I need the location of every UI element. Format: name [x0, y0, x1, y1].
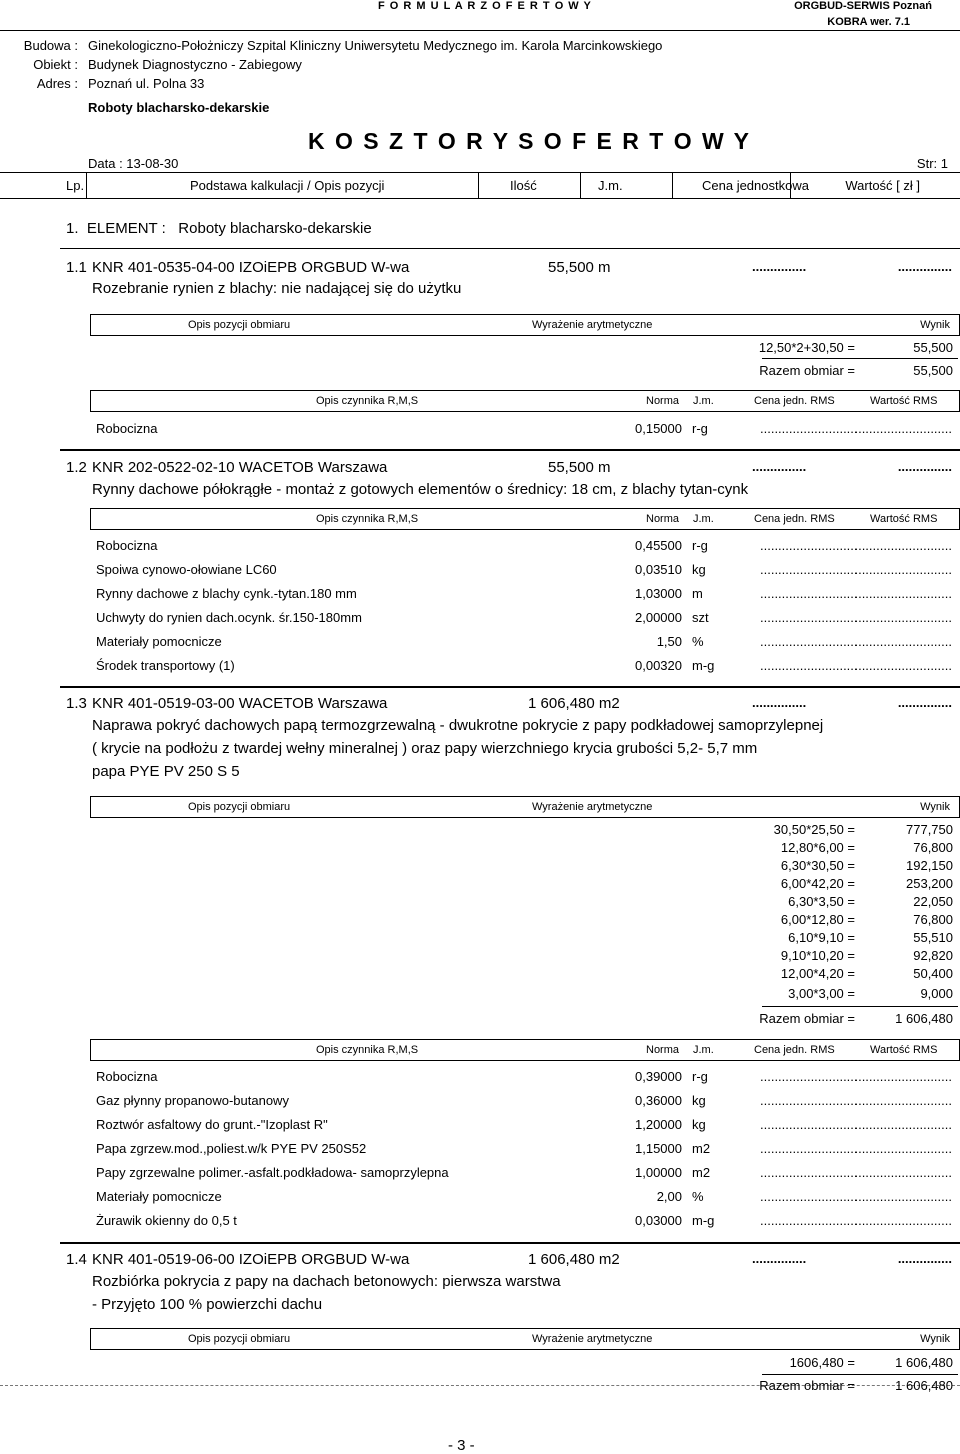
document-date: Data : 13-08-30	[88, 156, 179, 171]
budowa-label: Budowa :	[23, 38, 78, 53]
col-qty: Ilość	[510, 178, 537, 193]
page-number: - 3 -	[448, 1437, 475, 1454]
top-divider	[0, 30, 960, 31]
col-sep	[580, 172, 581, 198]
item-qty: 55,500 m	[548, 259, 611, 276]
item-description: Rozbiórka pokrycia z papy na dachach betonowych: pierwsza warstwa	[92, 1273, 561, 1290]
rms-value-header: Wartość RMS	[870, 513, 938, 525]
rms-value-dots: ...........................	[854, 421, 952, 436]
rms-value-dots: ...........................	[854, 538, 952, 553]
rms-price-dots: ...........................	[760, 1069, 858, 1084]
measure-expression: 1606,480 =	[789, 1355, 855, 1370]
measure-result-header: Wynik	[920, 1333, 950, 1345]
measure-value: 76,800	[913, 840, 953, 855]
measure-expression: 6,00*42,20 =	[780, 876, 855, 891]
rms-value-header: Wartość RMS	[870, 1044, 938, 1056]
col-sep	[790, 172, 791, 198]
rms-name: Żurawik okienny do 0,5 t	[96, 1213, 237, 1228]
rms-value-dots: ...........................	[854, 634, 952, 649]
measure-expression: 6,30*3,50 =	[788, 894, 855, 909]
rms-value-header: Wartość RMS	[870, 395, 938, 407]
rms-desc-header: Opis czynnika R,M,S	[316, 395, 419, 407]
rms-unit: r-g	[692, 1069, 708, 1084]
measure-expression: 6,00*12,80 =	[780, 912, 855, 927]
rms-value-dots: ...........................	[854, 1165, 952, 1180]
rms-price-dots: ...........................	[760, 634, 858, 649]
rms-unit-header: J.m.	[693, 513, 714, 525]
rms-norm: 0,45500	[635, 538, 682, 553]
item-description: ( krycie na podłożu z twardej wełny mineralnej ) oraz papy wierzchniego krycia grubości 5,2- 5,7 mm	[92, 740, 758, 757]
rms-price-dots: ...........................	[760, 562, 858, 577]
rms-unit: %	[692, 634, 704, 649]
rms-name: Papy zgrzewalne polimer.-asfalt.podkładowa- samoprzylepna	[96, 1165, 449, 1180]
col-sep	[86, 172, 87, 198]
measure-expr-header: Wyrażenie arytmetyczne	[532, 1333, 653, 1345]
item-no: 1.3	[66, 695, 87, 712]
element-heading	[66, 220, 372, 237]
rms-unit: m2	[692, 1165, 711, 1180]
measure-value: 50,400	[913, 966, 953, 981]
rms-norm: 1,00000	[635, 1165, 682, 1180]
rms-unit: m-g	[692, 658, 715, 673]
rms-norm: 0,15000	[635, 421, 682, 436]
rms-name: Papa zgrzew.mod.,poliest.w/k PYE PV 250S52	[96, 1141, 367, 1156]
col-lp: Lp.	[66, 178, 85, 193]
rms-value-dots: ...........................	[854, 1213, 952, 1228]
measure-value: 55,510	[913, 930, 953, 945]
item-description: papa PYE PV 250 S 5	[92, 763, 240, 780]
item-no: 1.4	[66, 1251, 87, 1268]
obiekt-value: Budynek Diagnostyczno - Zabiegowy	[88, 57, 302, 72]
rms-name: Robocizna	[96, 538, 158, 553]
measure-expression: 9,10*10,20 =	[780, 948, 855, 963]
item-value-dots: ...............	[897, 259, 952, 274]
rms-price-header: Cena jedn. RMS	[754, 395, 835, 407]
rms-name: Spoiwa cynowo-ołowiane LC60	[96, 562, 277, 577]
rms-unit: kg	[692, 1117, 706, 1132]
rms-unit: m2	[692, 1141, 711, 1156]
rms-name: Gaz płynny propanowo-butanowy	[96, 1093, 289, 1108]
rms-price-dots: ...........................	[760, 658, 858, 673]
measure-total-value: 55,500	[913, 363, 953, 378]
rms-price-dots: ...........................	[760, 421, 858, 436]
rms-price-dots: ...........................	[760, 1165, 858, 1180]
rms-price-header: Cena jedn. RMS	[754, 513, 835, 525]
item-description: - Przyjęto 100 % powierzchi dachu	[92, 1296, 323, 1313]
measure-value: 192,150	[906, 858, 953, 873]
col-unit: J.m.	[598, 178, 623, 193]
rms-unit: m	[692, 586, 703, 601]
item-value-dots: ...............	[897, 459, 952, 474]
rms-norm: 0,00320	[635, 658, 682, 673]
rms-price-header: Cena jedn. RMS	[754, 1044, 835, 1056]
measure-desc-header: Opis pozycji obmiaru	[188, 319, 291, 331]
budowa-value: Ginekologiczno-Położniczy Szpital Kliniczny Uniwersytetu Medycznego im. Karola Marcinkowskiego	[88, 38, 663, 53]
rms-price-dots: ...........................	[760, 1117, 858, 1132]
measure-value: 22,050	[913, 894, 953, 909]
item-divider	[60, 1242, 960, 1244]
column-header-bottom	[0, 198, 960, 199]
rms-norm: 1,15000	[635, 1141, 682, 1156]
measure-total-line	[762, 1006, 958, 1007]
rms-value-dots: ...........................	[854, 1117, 952, 1132]
rms-desc-header: Opis czynnika R,M,S	[316, 513, 419, 525]
col-sep	[672, 172, 673, 198]
item-unit-price-dots: ...............	[752, 459, 807, 474]
measure-expression: 12,00*4,20 =	[780, 966, 855, 981]
item-no: 1.1	[66, 259, 87, 276]
document-title: K O S Z T O R Y S O F E R T O W Y	[308, 128, 751, 154]
measure-expr-header: Wyrażenie arytmetyczne	[532, 319, 653, 331]
item-description: Rynny dachowe półokrągłe - montaż z gotowych elementów o średnicy: 18 cm, z blachy tytan-cynk	[92, 481, 749, 498]
col-basis: Podstawa kalkulacji / Opis pozycji	[190, 178, 385, 193]
measure-expression: 12,50*2+30,50 =	[758, 340, 855, 355]
item-code: KNR 202-0522-02-10 WACETOB Warszawa	[92, 459, 388, 476]
rms-norm-header: Norma	[646, 395, 680, 407]
rms-norm-header: Norma	[646, 513, 680, 525]
measure-expr-header: Wyrażenie arytmetyczne	[532, 801, 653, 813]
rms-unit: m-g	[692, 1213, 715, 1228]
element-divider	[60, 248, 960, 249]
rms-norm: 2,00000	[635, 610, 682, 625]
company-name: ORGBUD-SERWIS Poznań	[794, 0, 932, 12]
measure-desc-header: Opis pozycji obmiaru	[188, 1333, 291, 1345]
rms-value-dots: ...........................	[854, 1069, 952, 1084]
item-unit-price-dots: ...............	[752, 1251, 807, 1266]
rms-norm: 0,39000	[635, 1069, 682, 1084]
rms-norm: 0,36000	[635, 1093, 682, 1108]
item-code: KNR 401-0519-03-00 WACETOB Warszawa	[92, 695, 388, 712]
measure-total-value: 1 606,480	[895, 1378, 953, 1393]
rms-name: Rynny dachowe z blachy cynk.-tytan.180 mm	[96, 586, 357, 601]
rms-unit-header: J.m.	[693, 1044, 714, 1056]
measure-value: 92,820	[913, 948, 953, 963]
rms-unit: kg	[692, 1093, 706, 1108]
item-value-dots: ...............	[897, 1251, 952, 1266]
measure-value: 9,000	[920, 986, 953, 1001]
measure-result-header: Wynik	[920, 319, 950, 331]
col-unit-price: Cena jednostkowa	[702, 178, 809, 193]
rms-price-dots: ...........................	[760, 1189, 858, 1204]
measure-expression: 6,10*9,10 =	[788, 930, 855, 945]
measure-total-value: 1 606,480	[895, 1011, 953, 1026]
rms-norm: 0,03510	[635, 562, 682, 577]
rms-norm: 1,03000	[635, 586, 682, 601]
rms-norm: 2,00	[656, 1189, 682, 1204]
item-value-dots: ...............	[897, 695, 952, 710]
scope-title: Roboty blacharsko-dekarskie	[88, 100, 270, 115]
adres-label: Adres :	[36, 76, 78, 91]
col-sep	[478, 172, 479, 198]
rms-unit-header: J.m.	[693, 395, 714, 407]
rms-name: Roztwór asfaltowy do grunt.-"Izoplast R"	[96, 1117, 328, 1132]
rms-value-dots: ...........................	[854, 1189, 952, 1204]
measure-expression: 3,00*3,00 =	[788, 986, 855, 1001]
measure-total-label: Razem obmiar =	[759, 363, 855, 378]
form-title: F O R M U L A R Z O F E R T O W Y	[378, 0, 592, 12]
rms-name: Uchwyty do rynien dach.ocynk. śr.150-180mm	[96, 610, 362, 625]
page-indicator: Str: 1	[916, 156, 948, 171]
adres-value: Poznań ul. Polna 33	[88, 76, 205, 91]
measure-value: 76,800	[913, 912, 953, 927]
rms-unit: szt	[692, 610, 709, 625]
rms-value-dots: ...........................	[854, 658, 952, 673]
program-version: KOBRA wer. 7.1	[827, 16, 910, 28]
element-name: Roboty blacharsko-dekarskie	[178, 220, 372, 237]
item-qty: 55,500 m	[548, 459, 611, 476]
item-unit-price-dots: ...............	[752, 259, 807, 274]
item-code: KNR 401-0519-06-00 IZOiEPB ORGBUD W-wa	[92, 1251, 410, 1268]
measure-total-line	[762, 1374, 958, 1375]
rms-name: Materiały pomocnicze	[96, 1189, 222, 1204]
measure-expression: 6,30*30,50 =	[780, 858, 855, 873]
item-description: Rozebranie rynien z blachy: nie nadającej się do użytku	[92, 280, 462, 297]
element-no: 1.	[66, 220, 79, 237]
measure-value: 777,750	[906, 822, 953, 837]
rms-value-dots: ...........................	[854, 586, 952, 601]
rms-price-dots: ...........................	[760, 1093, 858, 1108]
item-divider	[60, 686, 960, 688]
item-description: Naprawa pokryć dachowych papą termozgrzewalną - dwukrotne pokrycie z papy podkładowej samoprzylepnej	[92, 717, 824, 734]
measure-desc-header: Opis pozycji obmiaru	[188, 801, 291, 813]
rms-norm: 1,50	[656, 634, 682, 649]
rms-price-dots: ...........................	[760, 538, 858, 553]
rms-unit: r-g	[692, 421, 708, 436]
rms-price-dots: ...........................	[760, 1213, 858, 1228]
measure-value: 253,200	[906, 876, 953, 891]
rms-value-dots: ...........................	[854, 562, 952, 577]
rms-unit: r-g	[692, 538, 708, 553]
rms-value-dots: ...........................	[854, 1141, 952, 1156]
measure-expression: 30,50*25,50 =	[773, 822, 855, 837]
rms-price-dots: ...........................	[760, 586, 858, 601]
measure-total-line	[762, 358, 958, 359]
element-label: ELEMENT :	[86, 220, 166, 237]
item-unit-price-dots: ...............	[752, 695, 807, 710]
rms-value-dots: ...........................	[854, 1093, 952, 1108]
rms-desc-header: Opis czynnika R,M,S	[316, 1044, 419, 1056]
item-qty: 1 606,480 m2	[528, 695, 620, 712]
obiekt-label: Obiekt :	[33, 57, 78, 72]
rms-price-dots: ...........................	[760, 1141, 858, 1156]
measure-total-label: Razem obmiar =	[759, 1378, 855, 1393]
rms-unit: %	[692, 1189, 704, 1204]
col-value: Wartość [ zł ]	[845, 178, 920, 193]
rms-norm-header: Norma	[646, 1044, 680, 1056]
rms-unit: kg	[692, 562, 706, 577]
rms-value-dots: ...........................	[854, 610, 952, 625]
rms-price-dots: ...........................	[760, 610, 858, 625]
item-code: KNR 401-0535-04-00 IZOiEPB ORGBUD W-wa	[92, 259, 410, 276]
measure-total-label: Razem obmiar =	[759, 1011, 855, 1026]
rms-name: Materiały pomocnicze	[96, 634, 222, 649]
item-no: 1.2	[66, 459, 87, 476]
measure-value: 55,500	[913, 340, 953, 355]
measure-value: 1 606,480	[895, 1355, 953, 1370]
rms-name: Robocizna	[96, 421, 158, 436]
rms-norm: 0,03000	[635, 1213, 682, 1228]
rms-name: Robocizna	[96, 1069, 158, 1084]
item-qty: 1 606,480 m2	[528, 1251, 620, 1268]
rms-name: Środek transportowy (1)	[96, 658, 235, 673]
item-divider	[60, 449, 960, 451]
rms-norm: 1,20000	[635, 1117, 682, 1132]
column-header-top	[0, 172, 960, 173]
measure-result-header: Wynik	[920, 801, 950, 813]
measure-expression: 12,80*6,00 =	[780, 840, 855, 855]
